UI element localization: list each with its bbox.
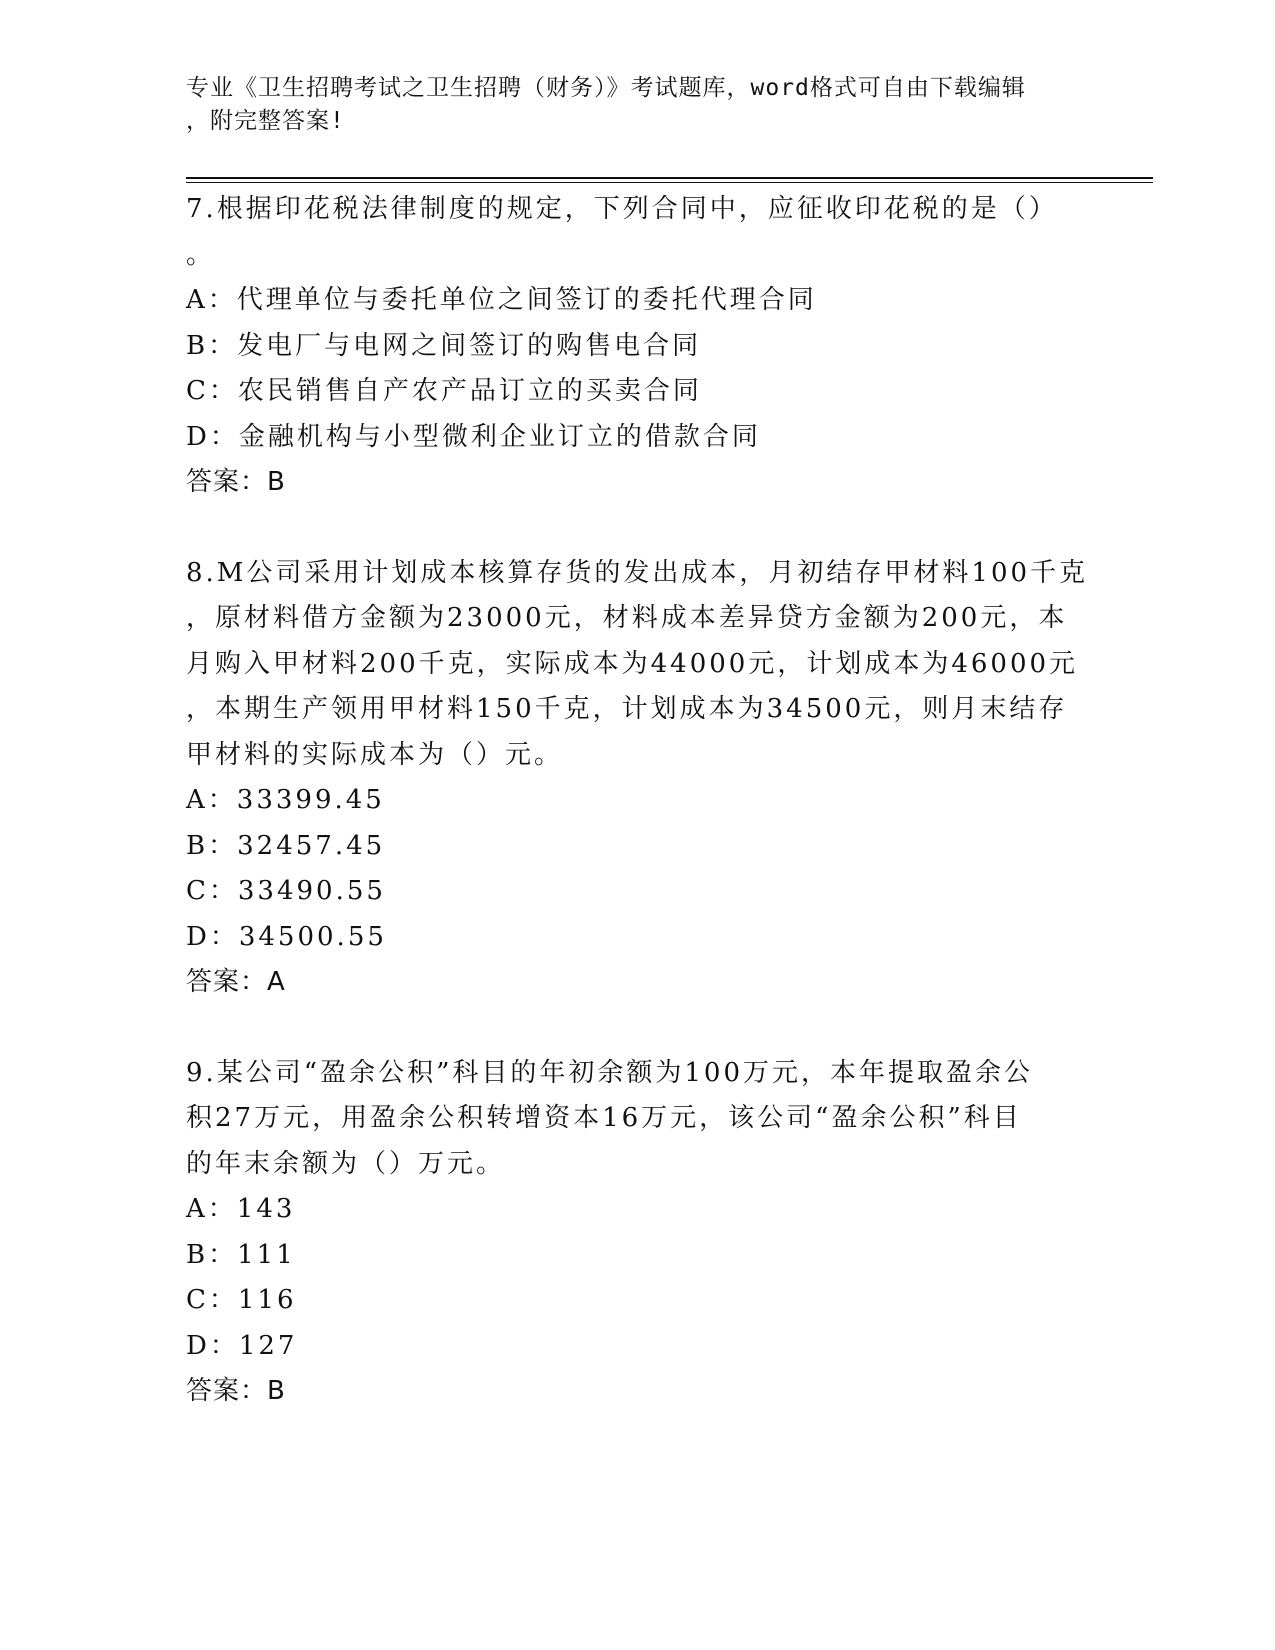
header-divider-thick (186, 177, 1153, 179)
header-line-2: ，附完整答案! (186, 108, 345, 134)
question-text-line: 月购入甲材料200千克，实际成本为44000元，计划成本为46000元 (186, 648, 1079, 679)
option-d: D：127 (186, 1330, 298, 1361)
question-list (186, 187, 1106, 1415)
option-c: C：农民销售自产农产品订立的买卖合同 (186, 376, 702, 406)
question-9 (186, 1051, 1106, 1415)
question-text-line: 甲材料的实际成本为（）元。 (186, 739, 564, 770)
option-a: A：代理单位与委托单位之间签订的委托代理合同 (186, 285, 817, 315)
answer-label: 答案：B (186, 1376, 286, 1406)
question-text-line: ，本期生产领用甲材料150千克，计划成本为34500元，则月末结存 (186, 694, 1068, 724)
question-text-line: 积27万元，用盈余公积转增资本16万元，该公司“盈余公积”科目 (186, 1103, 1022, 1133)
question-8 (186, 551, 1106, 1006)
question-text-line: ，原材料借方金额为23000元，材料成本差异贷方金额为200元，本 (186, 603, 1068, 633)
option-c: C：116 (186, 1285, 297, 1315)
question-text-line: 8.M公司采用计划成本核算存货的发出成本，月初结存甲材料100千克 (186, 557, 1089, 588)
answer-label: 答案：B (186, 467, 286, 497)
question-spacer (186, 1006, 1106, 1051)
option-a: A：143 (186, 1194, 296, 1224)
option-a: A：33399.45 (186, 785, 385, 815)
question-7 (186, 187, 1106, 506)
header-divider-thin (186, 182, 1153, 183)
option-b: B：111 (186, 1239, 296, 1270)
document-header (186, 72, 1066, 138)
question-text-line: 的年末余额为（）万元。 (186, 1148, 506, 1179)
option-b: B：发电厂与电网之间签订的购售电合同 (186, 330, 702, 361)
answer-label: 答案：A (186, 967, 286, 997)
option-d: D：34500.55 (186, 921, 387, 952)
question-spacer (186, 506, 1106, 551)
question-text-line: 7.根据印花税法律制度的规定，下列合同中，应征收印花税的是（） (186, 194, 1058, 224)
question-text-line: 9.某公司“盈余公积”科目的年初余额为100万元，本年提取盈余公 (186, 1057, 1034, 1088)
option-d: D：金融机构与小型微利企业订立的借款合同 (186, 421, 761, 452)
question-text-line: 。 (186, 239, 216, 270)
header-line-1: 专业《卫生招聘考试之卫生招聘（财务）》考试题库，word格式可自由下载编辑 (186, 75, 1026, 101)
option-c: C：33490.55 (186, 876, 386, 906)
option-b: B：32457.45 (186, 830, 386, 861)
